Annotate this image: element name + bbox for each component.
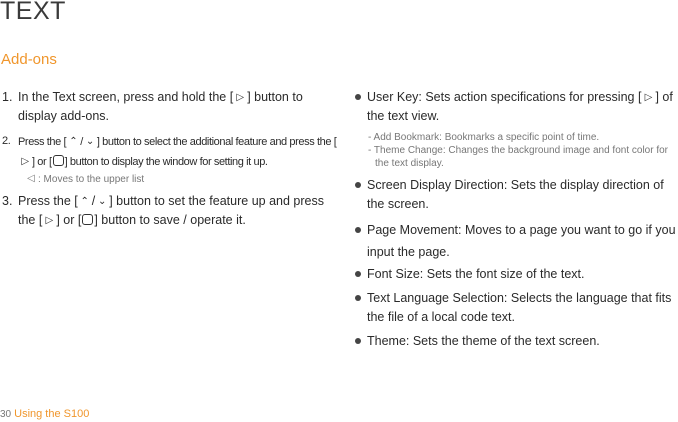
step-text: /: [80, 136, 83, 148]
step-text: ] button to select the additional feature and press the [: [96, 136, 337, 148]
right-button-icon: ▷: [236, 92, 245, 103]
sub-theme-change: - Theme Change: Changes the background image and font color for the text display.: [368, 145, 668, 169]
feature-user-key: User Key: Sets action specifications for pressing [ ▷ ] of the text view.: [355, 88, 678, 126]
step-text: Press the [: [18, 136, 67, 148]
step-3: [2, 192, 337, 230]
features-column: [355, 88, 678, 356]
step-number: 2.: [2, 135, 11, 147]
step-text: ] button to display the window for setting it up.: [64, 156, 268, 168]
step-number: 3.: [2, 194, 13, 208]
ok-button-icon: [53, 155, 64, 166]
step-text: In the Text screen, press and hold the [: [18, 90, 234, 104]
up-button-icon: ⌃: [80, 196, 89, 207]
feature-screen-display: Screen Display Direction: Sets the display direction of the screen.: [355, 176, 678, 214]
down-button-icon: ⌄: [85, 136, 94, 147]
step-text: ] button to save / operate it.: [94, 213, 246, 227]
ok-button-icon: [82, 214, 93, 225]
sub-add-bookmark: - Add Bookmark: Bookmarks a specific point of time.: [368, 132, 600, 143]
footer-text: Using the S100: [14, 408, 90, 420]
step-number: 1.: [2, 90, 13, 104]
step-text: ] button to set the feature up and press the [: [18, 194, 324, 227]
step-text: ] or [: [56, 213, 82, 227]
step-2: [2, 132, 337, 172]
step-2-note: ◁ : Moves to the upper list: [2, 172, 337, 187]
footer: [0, 408, 89, 420]
step-1: [2, 88, 337, 126]
user-key-sublist: [355, 131, 678, 170]
right-button-icon: ▷: [644, 92, 653, 103]
page-title: TEXT: [0, 0, 66, 25]
step-text: /: [91, 194, 96, 208]
feature-text-language: Text Language Selection: Selects the language that fits the file of a local code text.: [355, 289, 678, 327]
down-button-icon: ⌄: [98, 196, 107, 207]
left-button-icon: ◁: [27, 173, 35, 184]
right-button-icon: ▷: [21, 156, 29, 167]
feature-page-movement: Page Movement: Moves to a page you want to go if you input the page.: [355, 219, 678, 263]
step-text: ] or [: [32, 156, 52, 168]
steps-column: [2, 88, 337, 230]
step-text: Press the [: [18, 194, 78, 208]
right-button-icon: ▷: [45, 215, 54, 226]
section-title: Add-ons: [1, 51, 57, 68]
page-number: 30: [0, 409, 12, 420]
feature-theme: Theme: Sets the theme of the text screen.: [355, 332, 678, 351]
feature-font-size: Font Size: Sets the font size of the text.: [355, 265, 678, 284]
up-button-icon: ⌃: [69, 136, 78, 147]
step-text: ] button to display add-ons.: [18, 90, 303, 123]
